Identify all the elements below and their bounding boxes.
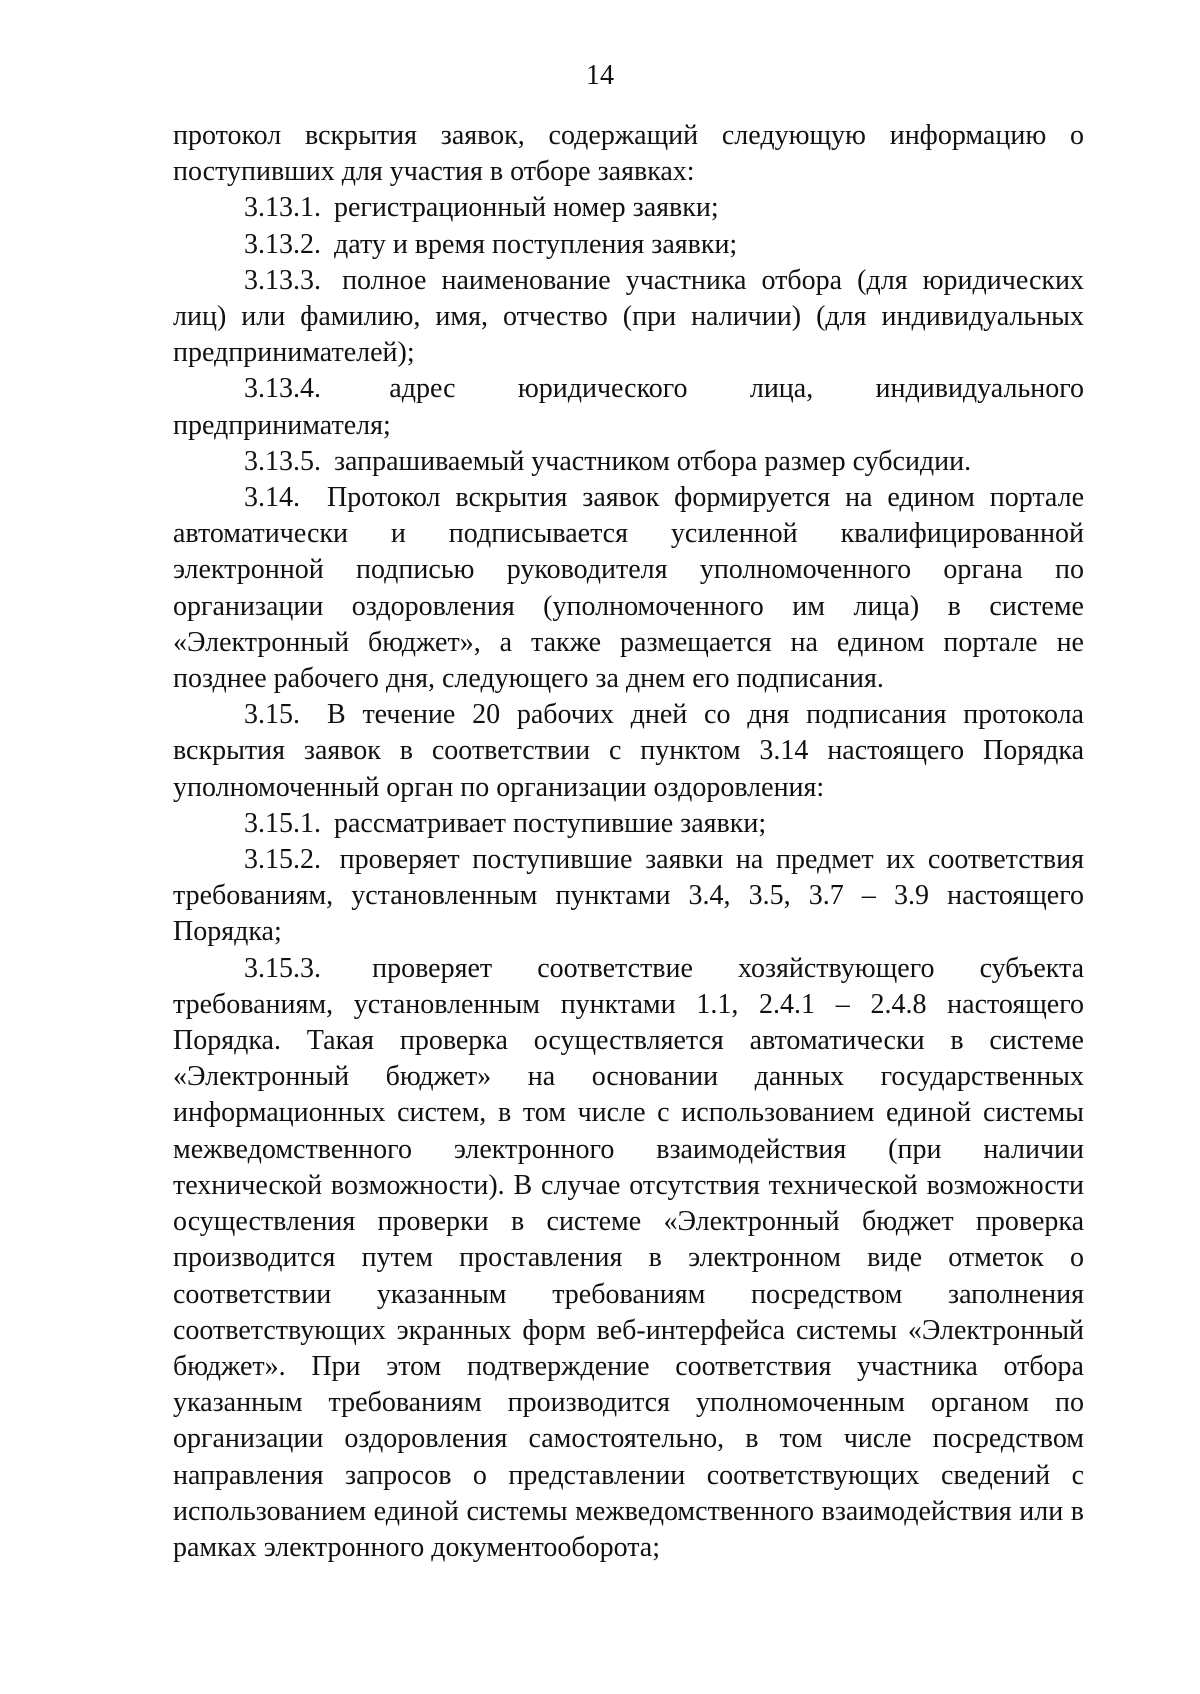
paragraph-3-15-2 <box>173 842 1084 951</box>
clause-number: 3.13.1. <box>244 192 321 224</box>
paragraph-3-15-3 <box>173 951 1084 1566</box>
paragraph-3-15-1 <box>173 806 1084 842</box>
paragraph-3-14 <box>173 480 1084 697</box>
paragraph-text: протокол вскрытия заявок, содержащий следующую информацию о поступивших для участия в отборе заявках: <box>173 120 1084 188</box>
clause-number: 3.15.2. <box>244 844 321 876</box>
paragraph-text: запрашиваемый участником отбора размер субсидии. <box>334 445 972 477</box>
paragraph-text: В течение 20 рабочих дней со дня подписания протокола вскрытия заявок в соответствии с пунктом 3.14 настоящего Порядка уполномоченный орган по организации оздоровления: <box>173 699 1084 803</box>
paragraph-3-13-3 <box>173 263 1084 372</box>
page-number: 14 <box>586 60 614 91</box>
clause-number: 3.15. <box>244 699 300 731</box>
paragraph-3-13-1 <box>173 190 1084 226</box>
clause-number: 3.14. <box>244 482 300 514</box>
paragraph-text: рассматривает поступившие заявки; <box>334 807 767 839</box>
clause-number: 3.13.3. <box>244 264 321 296</box>
paragraph-text: проверяет поступившие заявки на предмет их соответствия требованиям, установленным пунктами 3.4, 3.5, 3.7 – 3.9 настоящего Порядка; <box>173 844 1085 948</box>
paragraph-intro <box>173 118 1084 190</box>
paragraph-text: проверяет соответствие хозяйствующего субъекта требованиям, установленным пунктами 1.1, 2.4.1 – 2.4.8 настоящего Порядка. Такая проверка осуществляется автоматически в системе «Электронный бюджет» на основании данных государственных информационных систем, в том числе с использованием единой системы межведомственного электронного взаимодействия (при наличии технической возможности). В случае отсутствия технической возможности осуществления проверки в системе «Электронный бюджет проверка производится путем проставления в электронном виде отметок о соответствии указанным требованиям посредством заполнения соответствующих экранных форм веб-интерфейса системы «Электронный бюджет». При этом подтверждение соответствия участника отбора указанным требованиям производится уполномоченным органом по организации оздоровления самостоятельно, в том числе посредством направления запросов о представлении соответствующих сведений с использованием единой системы межведомственного взаимодействия или в рамках электронного документооборота; <box>173 952 1085 1563</box>
paragraph-text: дату и время поступления заявки; <box>334 228 738 260</box>
document-body <box>173 118 1084 1566</box>
clause-number: 3.13.5. <box>244 445 321 477</box>
paragraph-3-13-2 <box>173 227 1084 263</box>
paragraph-3-15 <box>173 697 1084 806</box>
paragraph-text: адрес юридического лица, индивидуального предпринимателя; <box>173 373 1084 441</box>
paragraph-text: полное наименование участника отбора (для юридических лиц) или фамилию, имя, отчество (при наличии) (для индивидуальных предпринимателей); <box>173 264 1084 369</box>
paragraph-3-13-4 <box>173 371 1084 443</box>
paragraph-text: Протокол вскрытия заявок формируется на едином портале автоматически и подписывается усиленной квалифицированной электронной подписью руководителя уполномоченного органа по организации оздоровления (уполномоченного им лица) в системе «Электронный бюджет», а также размещается на едином портале не позднее рабочего дня, следующего за днем его подписания. <box>173 482 1084 695</box>
clause-number: 3.15.3. <box>244 952 321 984</box>
clause-number: 3.15.1. <box>244 807 321 839</box>
clause-number: 3.13.2. <box>244 228 321 260</box>
paragraph-3-13-5 <box>173 444 1084 480</box>
paragraph-text: регистрационный номер заявки; <box>334 192 719 224</box>
clause-number: 3.13.4. <box>244 373 321 405</box>
